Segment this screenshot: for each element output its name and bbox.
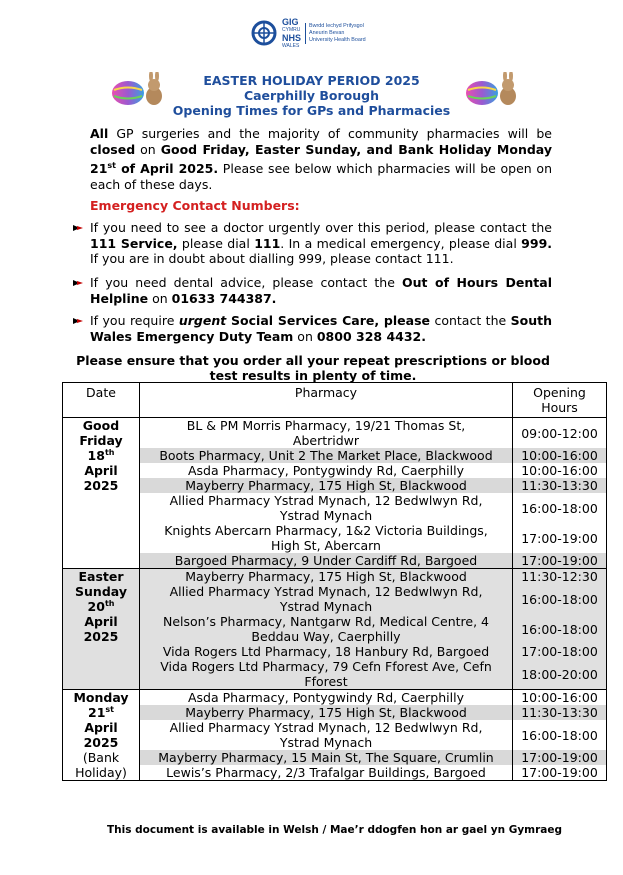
opening-hours: 10:00-16:00	[512, 463, 606, 478]
table-header-row	[63, 383, 607, 418]
opening-hours: 16:00-18:00	[512, 584, 606, 614]
table-row	[140, 584, 606, 614]
pharmacy-name: Asda Pharmacy, Pontygwindy Rd, Caerphilly	[187, 463, 464, 478]
pharmacy-name: Allied Pharmacy Ystrad Mynach, 12 Bedwlwyn Rd, Ystrad Mynach	[169, 584, 483, 614]
logo-org-name: Bwrdd Iechyd Prifysgol Aneurin Bevan University Health Board	[305, 23, 366, 44]
table-row	[140, 614, 606, 644]
header-title: EASTER HOLIDAY PERIOD 2025	[203, 73, 420, 88]
pharmacy-list	[140, 690, 606, 780]
logo-gig: GIG	[282, 17, 299, 27]
table-row	[140, 690, 606, 705]
easter-egg-bunny-icon	[464, 72, 524, 108]
table-row	[140, 659, 606, 689]
pharmacy-name: Lewis’s Pharmacy, 2/3 Trafalgar Buildings, Bargoed	[166, 765, 486, 780]
table-row	[140, 418, 606, 448]
pharmacy-name: Boots Pharmacy, Unit 2 The Market Place, Blackwood	[159, 448, 493, 463]
opening-hours: 16:00-18:00	[512, 614, 606, 644]
table-row	[140, 765, 606, 780]
dragon-emblem-icon	[250, 15, 278, 51]
bullet-arrow-icon	[72, 278, 84, 288]
nhs-wales-logo	[250, 14, 366, 52]
opening-hours: 17:00-19:00	[512, 553, 606, 568]
table-row	[140, 493, 606, 523]
opening-times-table	[62, 382, 607, 781]
table-row	[140, 644, 606, 659]
table-row	[140, 720, 606, 750]
opening-hours: 11:30-12:30	[512, 569, 606, 584]
bullet-social-services: If you require urgent Social Services Care, please contact the South Wales Emergency Duty Team on 0800 328 4432.	[72, 313, 552, 344]
bank-holiday-monday-section	[63, 690, 607, 781]
column-header-date: Date	[63, 383, 140, 418]
pharmacy-name: Vida Rogers Ltd Pharmacy, 18 Hanbury Rd, Bargoed	[162, 644, 490, 659]
welsh-availability-footer: This document is available in Welsh / Mae’r ddogfen hon ar gael yn Gymraeg	[106, 824, 563, 836]
table-row	[140, 448, 606, 463]
opening-hours: 09:00-12:00	[512, 418, 606, 448]
opening-hours: 17:00-19:00	[512, 765, 606, 780]
reminder-text: Please ensure that you order all your repeat prescriptions or blood test results in plenty of time.	[76, 353, 550, 383]
table-row	[140, 523, 606, 553]
pharmacy-name: Asda Pharmacy, Pontygwindy Rd, Caerphilly	[187, 690, 464, 705]
pharmacy-name: Allied Pharmacy Ystrad Mynach, 12 Bedwlwyn Rd, Ystrad Mynach	[169, 493, 483, 523]
date-cell: Monday 21st April 2025 (Bank Holiday)	[63, 690, 140, 781]
good-friday-section	[63, 418, 607, 569]
easter-sunday-section	[63, 569, 607, 690]
pharmacy-name: Mayberry Pharmacy, 175 High St, Blackwood	[185, 705, 467, 720]
header-subtitle: Opening Times for GPs and Pharmacies	[172, 103, 451, 118]
table-row	[140, 705, 606, 720]
logo-nhs: NHS	[282, 33, 302, 43]
column-header-pharmacy: Pharmacy	[140, 383, 513, 418]
logo-cymru: CYMRU	[282, 27, 301, 33]
pharmacy-name: BL & PM Morris Pharmacy, 19/21 Thomas St, Abertridwr	[186, 418, 466, 448]
table-row	[140, 569, 606, 584]
pharmacy-name: Bargoed Pharmacy, 9 Under Cardiff Rd, Bargoed	[174, 553, 478, 568]
date-cell: Good Friday 18th April 2025	[63, 418, 140, 569]
date-cell: Easter Sunday 20th April 2025	[63, 569, 140, 690]
opening-hours: 16:00-18:00	[512, 720, 606, 750]
opening-hours: 11:30-13:30	[512, 705, 606, 720]
opening-hours: 18:00-20:00	[512, 659, 606, 689]
bullet-dental: If you need dental advice, please contact the Out of Hours Dental Helpline on 01633 744387.	[72, 275, 552, 306]
pharmacy-name: Vida Rogers Ltd Pharmacy, 79 Cefn Fforest Ave, Cefn Fforest	[160, 659, 492, 689]
opening-hours: 11:30-13:30	[512, 478, 606, 493]
pharmacy-name: Nelson’s Pharmacy, Nantgarw Rd, Medical Centre, 4 Beddau Way, Caerphilly	[162, 614, 490, 644]
intro-paragraph: All GP surgeries and the majority of community pharmacies will be closed on Good Friday, Easter Sunday, and Bank Holiday Monday 21st of April 2025. Please see below which pharmacies will be open on each of these days.	[90, 126, 552, 193]
table-row	[140, 478, 606, 493]
bullet-arrow-icon	[72, 316, 84, 326]
table-row	[140, 750, 606, 765]
opening-hours: 10:00-16:00	[512, 448, 606, 463]
header-borough: Caerphilly Borough	[243, 88, 380, 103]
pharmacy-name: Mayberry Pharmacy, 15 Main St, The Square, Crumlin	[158, 750, 494, 765]
document-header	[150, 73, 473, 118]
pharmacy-name: Mayberry Pharmacy, 175 High St, Blackwood	[185, 478, 467, 493]
pharmacy-list	[140, 418, 606, 568]
opening-hours: 17:00-18:00	[512, 644, 606, 659]
opening-hours: 17:00-19:00	[512, 750, 606, 765]
pharmacy-name: Mayberry Pharmacy, 175 High St, Blackwood	[185, 569, 467, 584]
bullet-arrow-icon	[72, 223, 84, 233]
pharmacy-list	[140, 569, 606, 689]
table-row	[140, 463, 606, 478]
pharmacy-name: Knights Abercarn Pharmacy, 1&2 Victoria Buildings, High St, Abercarn	[164, 523, 488, 553]
emergency-heading: Emergency Contact Numbers:	[90, 198, 300, 213]
opening-hours: 17:00-19:00	[512, 523, 606, 553]
logo-wordmark	[282, 17, 301, 49]
opening-hours: 16:00-18:00	[512, 493, 606, 523]
pharmacy-name: Allied Pharmacy Ystrad Mynach, 12 Bedwlwyn Rd, Ystrad Mynach	[169, 720, 483, 750]
column-header-hours: Opening Hours	[513, 383, 607, 418]
bullet-doctor: If you need to see a doctor urgently over this period, please contact the 111 Service, please dial 111. In a medical emergency, please dial 999. If you are in doubt about dialling 999, please contact 111.	[72, 220, 552, 267]
table-row	[140, 553, 606, 568]
opening-hours: 10:00-16:00	[512, 690, 606, 705]
logo-wales: WALES	[282, 43, 300, 49]
